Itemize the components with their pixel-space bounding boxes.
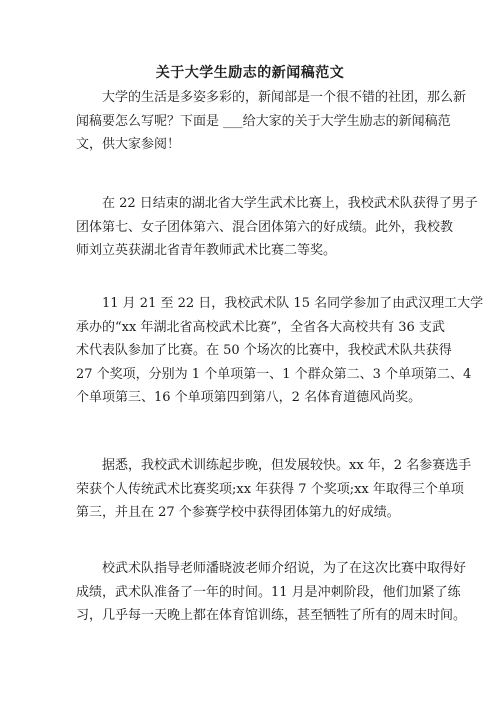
- paragraph-line: 据悉，我校武术训练起步晚，但发展较快。xx 年，2 名参赛选手: [102, 458, 472, 473]
- paragraph-line: 大学的生活是多姿多彩的，新闻部是一个很不错的社团，那么新: [102, 90, 467, 105]
- document-title: 关于大学生励志的新闻稿范文: [155, 65, 345, 81]
- paragraph-line: 师刘立英获湖北省青年教师武术比赛二等奖。: [76, 243, 337, 258]
- paragraph-line: 团体第七、女子团体第六、混合团体第六的好成绩。此外，我校教: [76, 219, 454, 235]
- paragraph-line: 闻稿要怎么写呢？下面是 ___给大家的关于大学生励志的新闻稿范: [76, 113, 451, 129]
- paragraph-line: 习，几乎每一天晚上都在体育馆训练，甚至牺牲了所有的周末时间。: [76, 608, 467, 623]
- paragraph-history: [76, 454, 472, 525]
- paragraph-line: 文，供大家参阅！: [76, 137, 181, 152]
- paragraph-line: 在 22 日结束的湖北省大学生武术比赛上，我校武术队获得了男子: [102, 196, 478, 211]
- paragraph-competition: [76, 292, 484, 410]
- paragraph-line: 承办的“xx 年湖北省高校武术比赛”，全省各大高校共有 36 支武: [76, 319, 445, 335]
- paragraph-line: 校武术队指导老师潘晓波老师介绍说，为了在这次比赛中取得好: [102, 561, 467, 576]
- paragraph-line: 第三，并且在 27 个参赛学校中获得团体第九的好成绩。: [76, 505, 400, 520]
- paragraph-coach: [76, 557, 467, 628]
- paragraph-line: 个单项第三、16 个单项第四到第八，2 名体育道德风尚奖。: [76, 390, 422, 405]
- paragraph-line: 术代表队参加了比赛。在 50 个场次的比赛中，我校武术队共获得: [76, 343, 452, 358]
- paragraph-intro: [76, 86, 467, 157]
- paragraph-results: [76, 192, 478, 263]
- paragraph-line: 成绩，武术队准备了一年的时间。11 月是冲刺阶段，他们加紧了练: [76, 584, 461, 600]
- paragraph-line: 11 月 21 至 22 日，我校武术队 15 名同学参加了由武汉理工大学: [102, 296, 484, 311]
- paragraph-line: 荣获个人传统武术比赛奖项;xx 年获得 7 个奖项;xx 年取得三个单项: [76, 481, 464, 497]
- paragraph-line: 27 个奖项，分别为 1 个单项第一、1 个群众第二、3 个单项第二、4: [76, 366, 472, 382]
